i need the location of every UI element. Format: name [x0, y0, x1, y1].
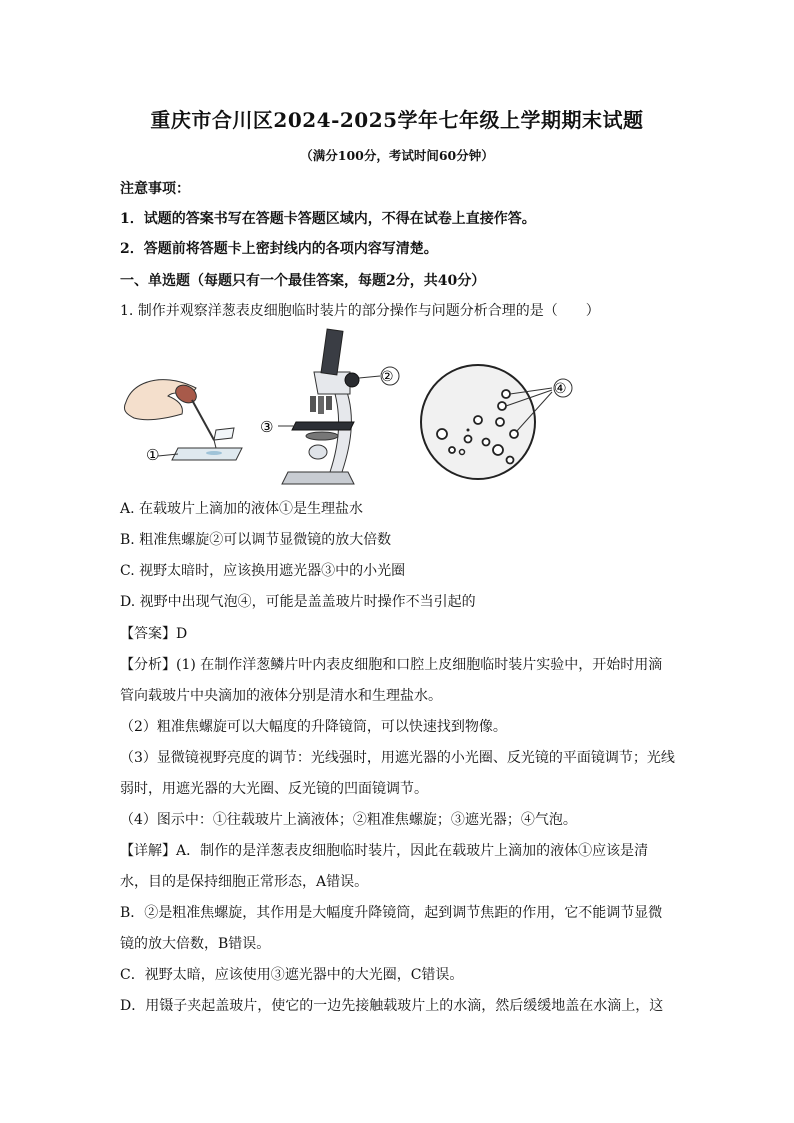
notice-heading: 注意事项：: [120, 181, 190, 197]
figure-label-2: ②: [381, 369, 394, 385]
analysis-line: 弱时，用遮光器的大光圈、反光镜的凹面镜调节。: [120, 781, 428, 797]
microscope-illustration: [282, 329, 359, 484]
page-title: 重庆市合川区2024-2025学年七年级上学期期末试题: [150, 108, 644, 132]
question-1-figure: [118, 322, 598, 490]
hand-dropper-illustration: [124, 380, 242, 460]
analysis-line: （3）显微镜视野亮度的调节：光线强时，用遮光器的小光圈、反光镜的平面镜调节；光线: [120, 750, 675, 766]
detail-line: B．②是粗准焦螺旋，其作用是大幅度升降镜筒，起到调节焦距的作用，它不能调节显微: [120, 905, 663, 921]
question-1-stem: 1. 制作并观察洋葱表皮细胞临时装片的部分操作与问题分析合理的是（ ）: [120, 303, 600, 319]
notice-item-2: 2．答题前将答题卡上密封线内的各项内容写清楚。: [120, 241, 438, 257]
detail-line: 水，目的是保持细胞正常形态，A错误。: [120, 874, 369, 890]
detail-line: 【详解】A．制作的是洋葱表皮细胞临时装片，因此在载玻片上滴加的液体①应该是清: [120, 843, 649, 859]
option-b: B. 粗准焦螺旋②可以调节显微镜的放大倍数: [120, 532, 392, 548]
option-d: D. 视野中出现气泡④，可能是盖盖玻片时操作不当引起的: [120, 594, 476, 610]
option-c: C. 视野太暗时，应该换用遮光器③中的小光圈: [120, 563, 406, 579]
analysis-line: （4）图示中：①往载玻片上滴液体；②粗准焦螺旋；③遮光器；④气泡。: [120, 812, 577, 828]
notice-item-1: 1．试题的答案书写在答题卡答题区域内，不得在试卷上直接作答。: [120, 211, 536, 227]
page-subtitle: （满分100分，考试时间60分钟）: [300, 148, 494, 163]
field-of-view-illustration: [421, 365, 535, 479]
answer: 【答案】D: [120, 626, 188, 642]
section-heading: 一、单选题（每题只有一个最佳答案，每题2分，共40分）: [120, 273, 486, 289]
detail-line: 镜的放大倍数，B错误。: [120, 936, 271, 952]
figure-label-1: ①: [146, 446, 160, 464]
figure-label-3: ③: [260, 418, 274, 436]
option-a: A. 在载玻片上滴加的液体①是生理盐水: [120, 501, 364, 517]
analysis-line: （2）粗准焦螺旋可以大幅度的升降镜筒，可以快速找到物像。: [120, 719, 507, 735]
detail-line: C．视野太暗，应该使用③遮光器中的大光圈，C错误。: [120, 967, 464, 983]
figure-label-4: ④: [554, 381, 567, 397]
analysis-line: 【分析】(1) 在制作洋葱鳞片叶内表皮细胞和口腔上皮细胞临时装片实验中，开始时用滴: [120, 657, 663, 673]
detail-line: D．用镊子夹起盖玻片，使它的一边先接触载玻片上的水滴，然后缓缓地盖在水滴上，这: [120, 998, 664, 1014]
analysis-line: 管向载玻片中央滴加的液体分别是清水和生理盐水。: [120, 688, 442, 704]
